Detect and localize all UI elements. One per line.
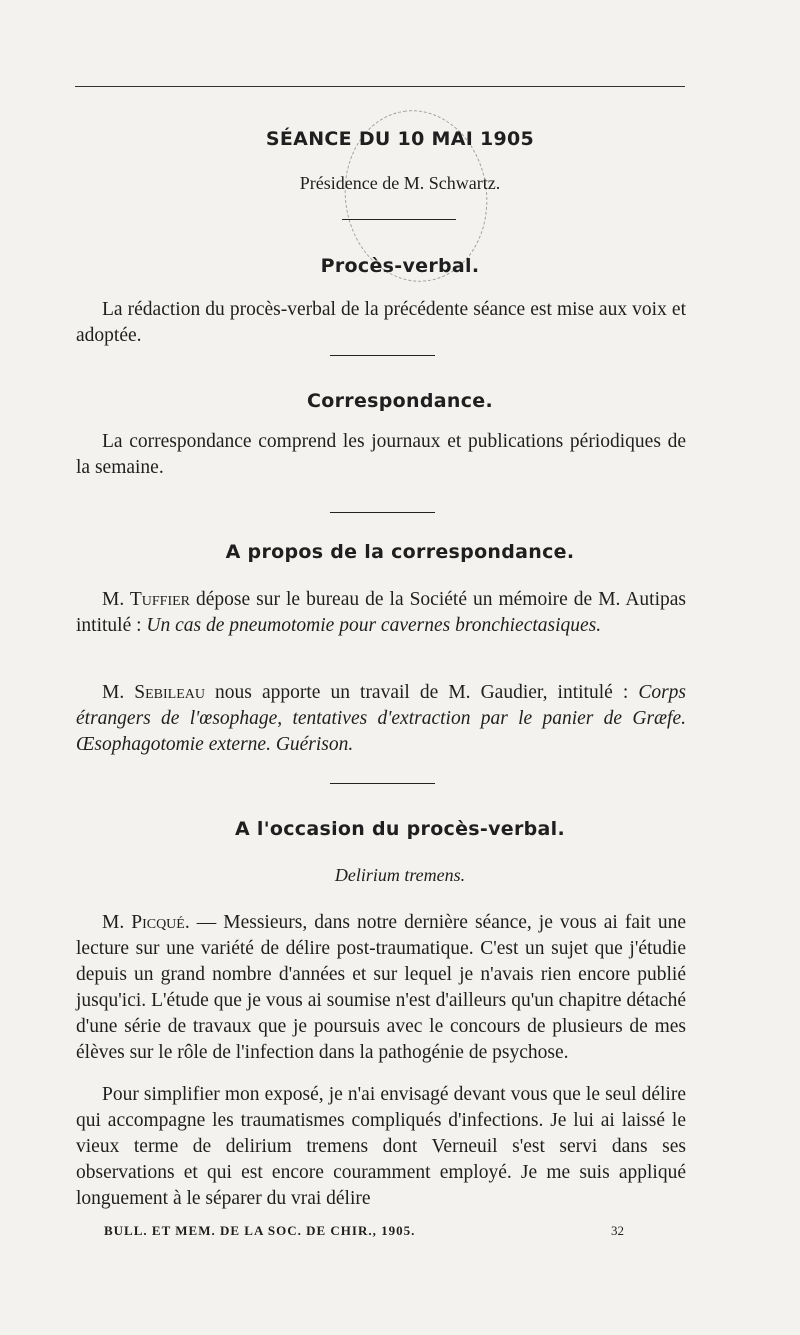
speaker-name: M. Sebileau	[102, 682, 205, 703]
paragraph-proces-verbal: La rédaction du procès-verbal de la précédente séance est mise aux voix et adoptée.	[76, 299, 686, 346]
separator-rule	[330, 783, 435, 784]
page-footer	[104, 1223, 624, 1239]
journal-citation: BULL. ET MEM. DE LA SOC. DE CHIR., 1905.	[104, 1223, 416, 1238]
page-number: 32	[611, 1223, 624, 1238]
presidence-line: Présidence de M. Schwartz.	[299, 173, 501, 193]
heading-correspondance: Correspondance.	[307, 390, 493, 412]
paragraph-correspondance: La correspondance comprend les journaux et publications périodiques de la semaine.	[76, 431, 686, 478]
paragraph-sebileau	[76, 680, 686, 758]
paragraph-picque	[76, 910, 686, 1066]
session-title: SÉANCE DU 10 MAI 1905	[265, 128, 535, 150]
paragraph-text: — Messieurs, dans notre dernière séance, je vous ai fait une lecture sur une variété de délire post-traumatique. C'est un sujet que j'étudie depuis un grand nombre d'années et sur lequel je n'avais rien encore publié jusqu'ici. L'étude que je vous ai soumise n'est d'ailleurs qu'un chapitre détaché d'une série de travaux que je poursuis avec le concours de plusieurs de mes élèves sur le rôle de l'infection dans la pathogénie de psychose.	[76, 912, 686, 1063]
speaker-name: M. Tuffier	[102, 589, 191, 610]
paragraph-text: nous apporte un travail de M. Gaudier, intitulé :	[205, 682, 639, 703]
separator-rule	[330, 512, 435, 513]
separator-rule	[330, 355, 435, 356]
paragraph-text: dépose sur le bureau de la Société un mémoire de M. Autipas intitulé :	[76, 589, 686, 636]
heading-occasion: A l'occasion du procès-verbal.	[235, 818, 565, 840]
speaker-name: M. Picqué.	[102, 912, 190, 933]
separator-rule	[342, 219, 456, 220]
memoir-title: Un cas de pneumotomie pour cavernes bronchiectasiques.	[146, 615, 602, 636]
heading-a-propos: A propos de la correspondance.	[225, 541, 575, 563]
paragraph-picque-2: Pour simplifier mon exposé, je n'ai envisagé devant vous que le seul délire qui accompagne les traumatismes compliqués d'infections. Je lui ai laissé le vieux terme de delirium tremens dont Verneuil s'est servi dans ses observations et qui est encore couramment employé. Je me suis appliqué longuement à le séparer du vrai délire	[76, 1084, 686, 1209]
paragraph-tuffier	[76, 587, 686, 639]
heading-proces-verbal: Procès-verbal.	[320, 255, 480, 277]
top-rule	[75, 86, 685, 87]
subheading-delirium: Delirium tremens.	[334, 865, 466, 885]
work-title: Corps étrangers de l'œsophage, tentatives d'extraction par le panier de Græfe. Œsophagotomie externe. Guérison.	[76, 682, 687, 755]
